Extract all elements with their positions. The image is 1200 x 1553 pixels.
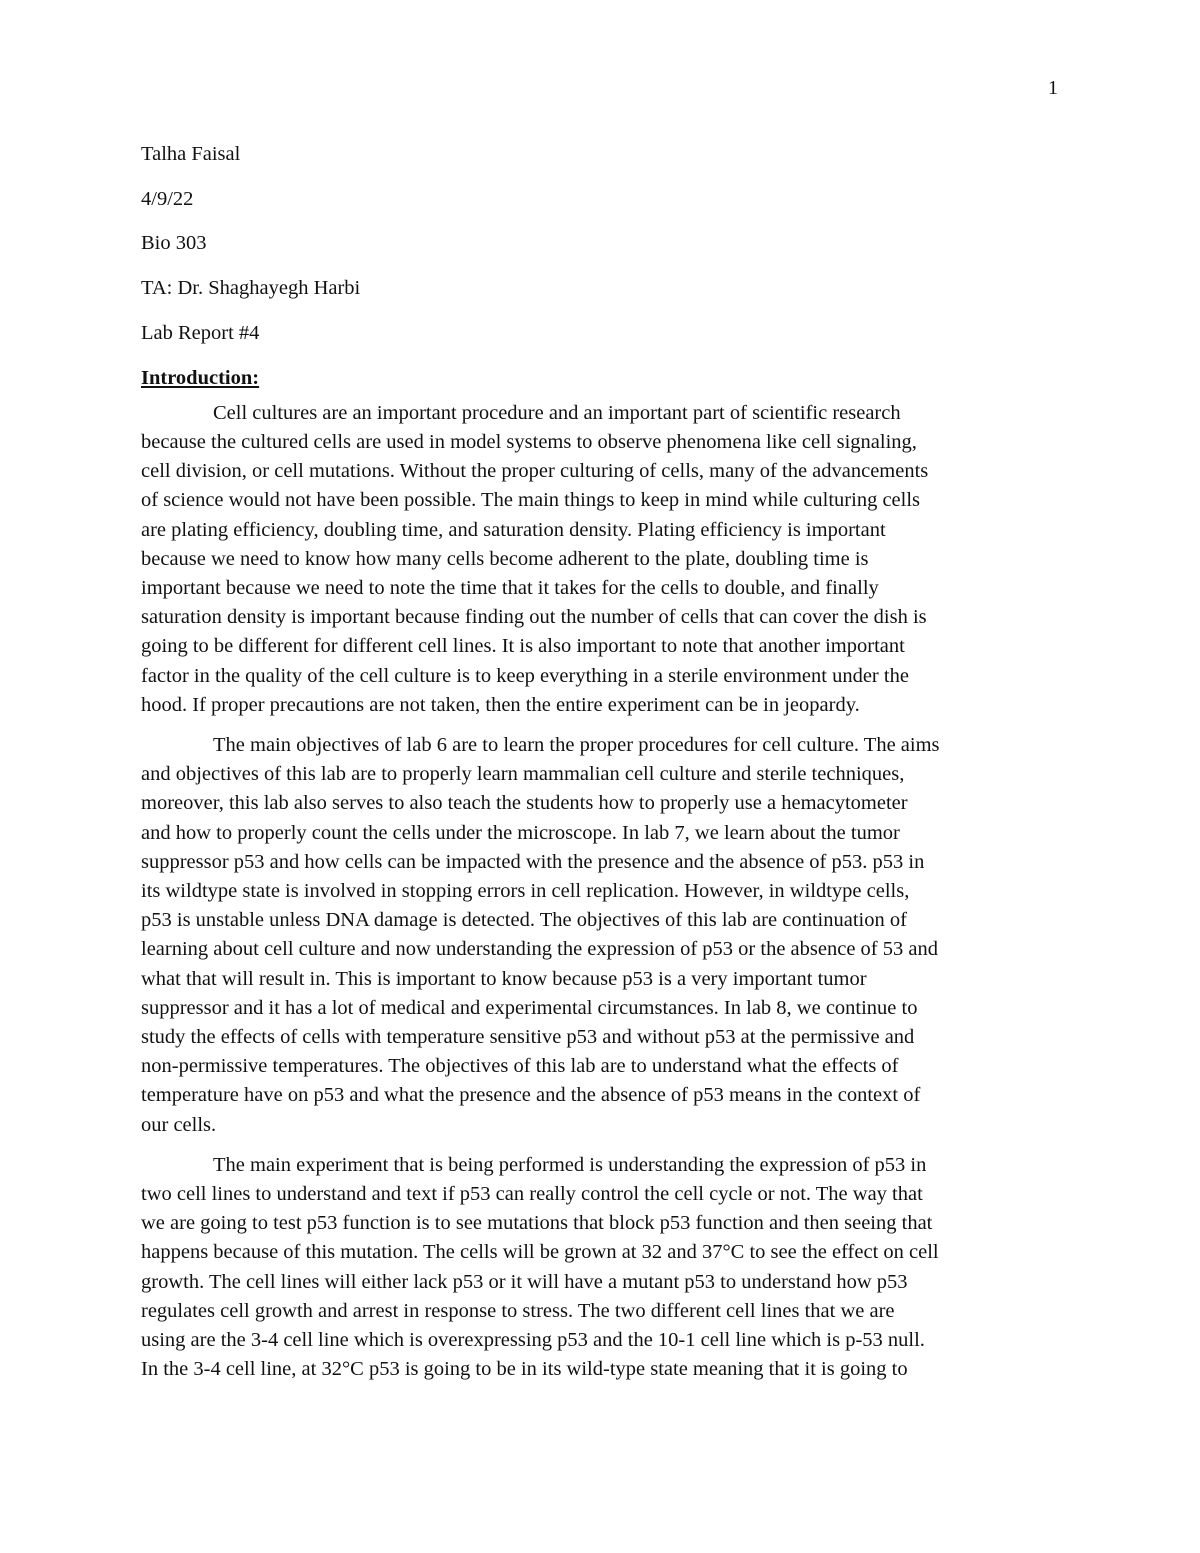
paragraph-line: important because we need to note the time that it takes for the cells to double, and finally	[141, 576, 879, 599]
intro-paragraph-3	[141, 1151, 1061, 1385]
paragraph-line: growth. The cell lines will either lack p53 or it will have a mutant p53 to understand how p53	[141, 1270, 908, 1293]
report-date: 4/9/22	[141, 187, 194, 210]
paragraph-line: because the cultured cells are used in model systems to observe phenomena like cell signaling,	[141, 430, 917, 453]
paragraph-line: temperature have on p53 and what the presence and the absence of p53 means in the context of	[141, 1084, 921, 1107]
paragraph-line: The main objectives of lab 6 are to learn the proper procedures for cell culture. The aims	[213, 733, 940, 756]
paragraph-line: suppressor p53 and how cells can be impacted with the presence and the absence of p53. p53 in	[141, 850, 925, 873]
paragraph-line: cell division, or cell mutations. Without the proper culturing of cells, many of the advancements	[141, 460, 929, 483]
paragraph-line: and objectives of this lab are to properly learn mammalian cell culture and sterile techniques,	[141, 763, 905, 786]
paragraph-line: going to be different for different cell lines. It is also important to note that another important	[141, 635, 905, 658]
paragraph-line: happens because of this mutation. The cells will be grown at 32 and 37°C to see the effect on cell	[141, 1241, 939, 1264]
paragraph-line: non-permissive temperatures. The objectives of this lab are to understand what the effects of	[141, 1055, 899, 1078]
paragraph-line: using are the 3-4 cell line which is overexpressing p53 and the 10-1 cell line which is p-53 null.	[141, 1329, 925, 1352]
course-name: Bio 303	[141, 232, 207, 255]
teaching-assistant: TA: Dr. Shaghayegh Harbi	[141, 277, 361, 300]
document-body	[141, 140, 1061, 1395]
paragraph-line: because we need to know how many cells become adherent to the plate, doubling time is	[141, 547, 869, 570]
paragraph-line: learning about cell culture and now understanding the expression of p53 or the absence of 53 and	[141, 938, 938, 961]
paragraph-line: study the effects of cells with temperature sensitive p53 and without p53 at the permissive and	[141, 1025, 915, 1048]
paragraph-line: Cell cultures are an important procedure and an important part of scientific research	[213, 401, 901, 424]
page-number: 1	[1048, 77, 1058, 99]
paragraph-line: factor in the quality of the cell culture is to keep everything in a sterile environment under the	[141, 664, 909, 687]
intro-paragraph-1	[141, 399, 1061, 720]
paragraph-line: its wildtype state is involved in stopping errors in cell replication. However, in wildtype cells,	[141, 879, 910, 902]
paragraph-line: what that will result in. This is important to know because p53 is a very important tumor	[141, 967, 867, 990]
author-name: Talha Faisal	[141, 143, 241, 165]
paragraph-line: hood. If proper precautions are not taken, then the entire experiment can be in jeopardy.	[141, 693, 860, 716]
intro-paragraph-2	[141, 731, 1061, 1140]
paragraph-line: and how to properly count the cells under the microscope. In lab 7, we learn about the tumor	[141, 821, 900, 844]
paragraph-line: p53 is unstable unless DNA damage is detected. The objectives of this lab are continuation of	[141, 909, 907, 932]
paragraph-line: regulates cell growth and arrest in response to stress. The two different cell lines that we are	[141, 1299, 895, 1322]
paragraph-line: The main experiment that is being performed is understanding the expression of p53 in	[213, 1153, 927, 1176]
introduction-heading: Introduction:	[141, 366, 260, 389]
paragraph-line: we are going to test p53 function is to see mutations that block p53 function and then seeing that	[141, 1212, 933, 1235]
paragraph-line: saturation density is important because finding out the number of cells that can cover the dish is	[141, 606, 927, 629]
paragraph-line: moreover, this lab also serves to also teach the students how to properly use a hemacytometer	[141, 792, 908, 815]
report-title: Lab Report #4	[141, 321, 260, 344]
paragraph-line: our cells.	[141, 1113, 217, 1136]
paragraph-line: of science would not have been possible. The main things to keep in mind while culturing cells	[141, 489, 921, 512]
paragraph-line: are plating efficiency, doubling time, and saturation density. Plating efficiency is important	[141, 518, 886, 541]
paragraph-line: two cell lines to understand and text if p53 can really control the cell cycle or not. The way that	[141, 1183, 923, 1205]
paragraph-line: In the 3-4 cell line, at 32°C p53 is going to be in its wild-type state meaning that it is going to	[141, 1358, 908, 1381]
paragraph-line: suppressor and it has a lot of medical and experimental circumstances. In lab 8, we continue to	[141, 996, 918, 1019]
